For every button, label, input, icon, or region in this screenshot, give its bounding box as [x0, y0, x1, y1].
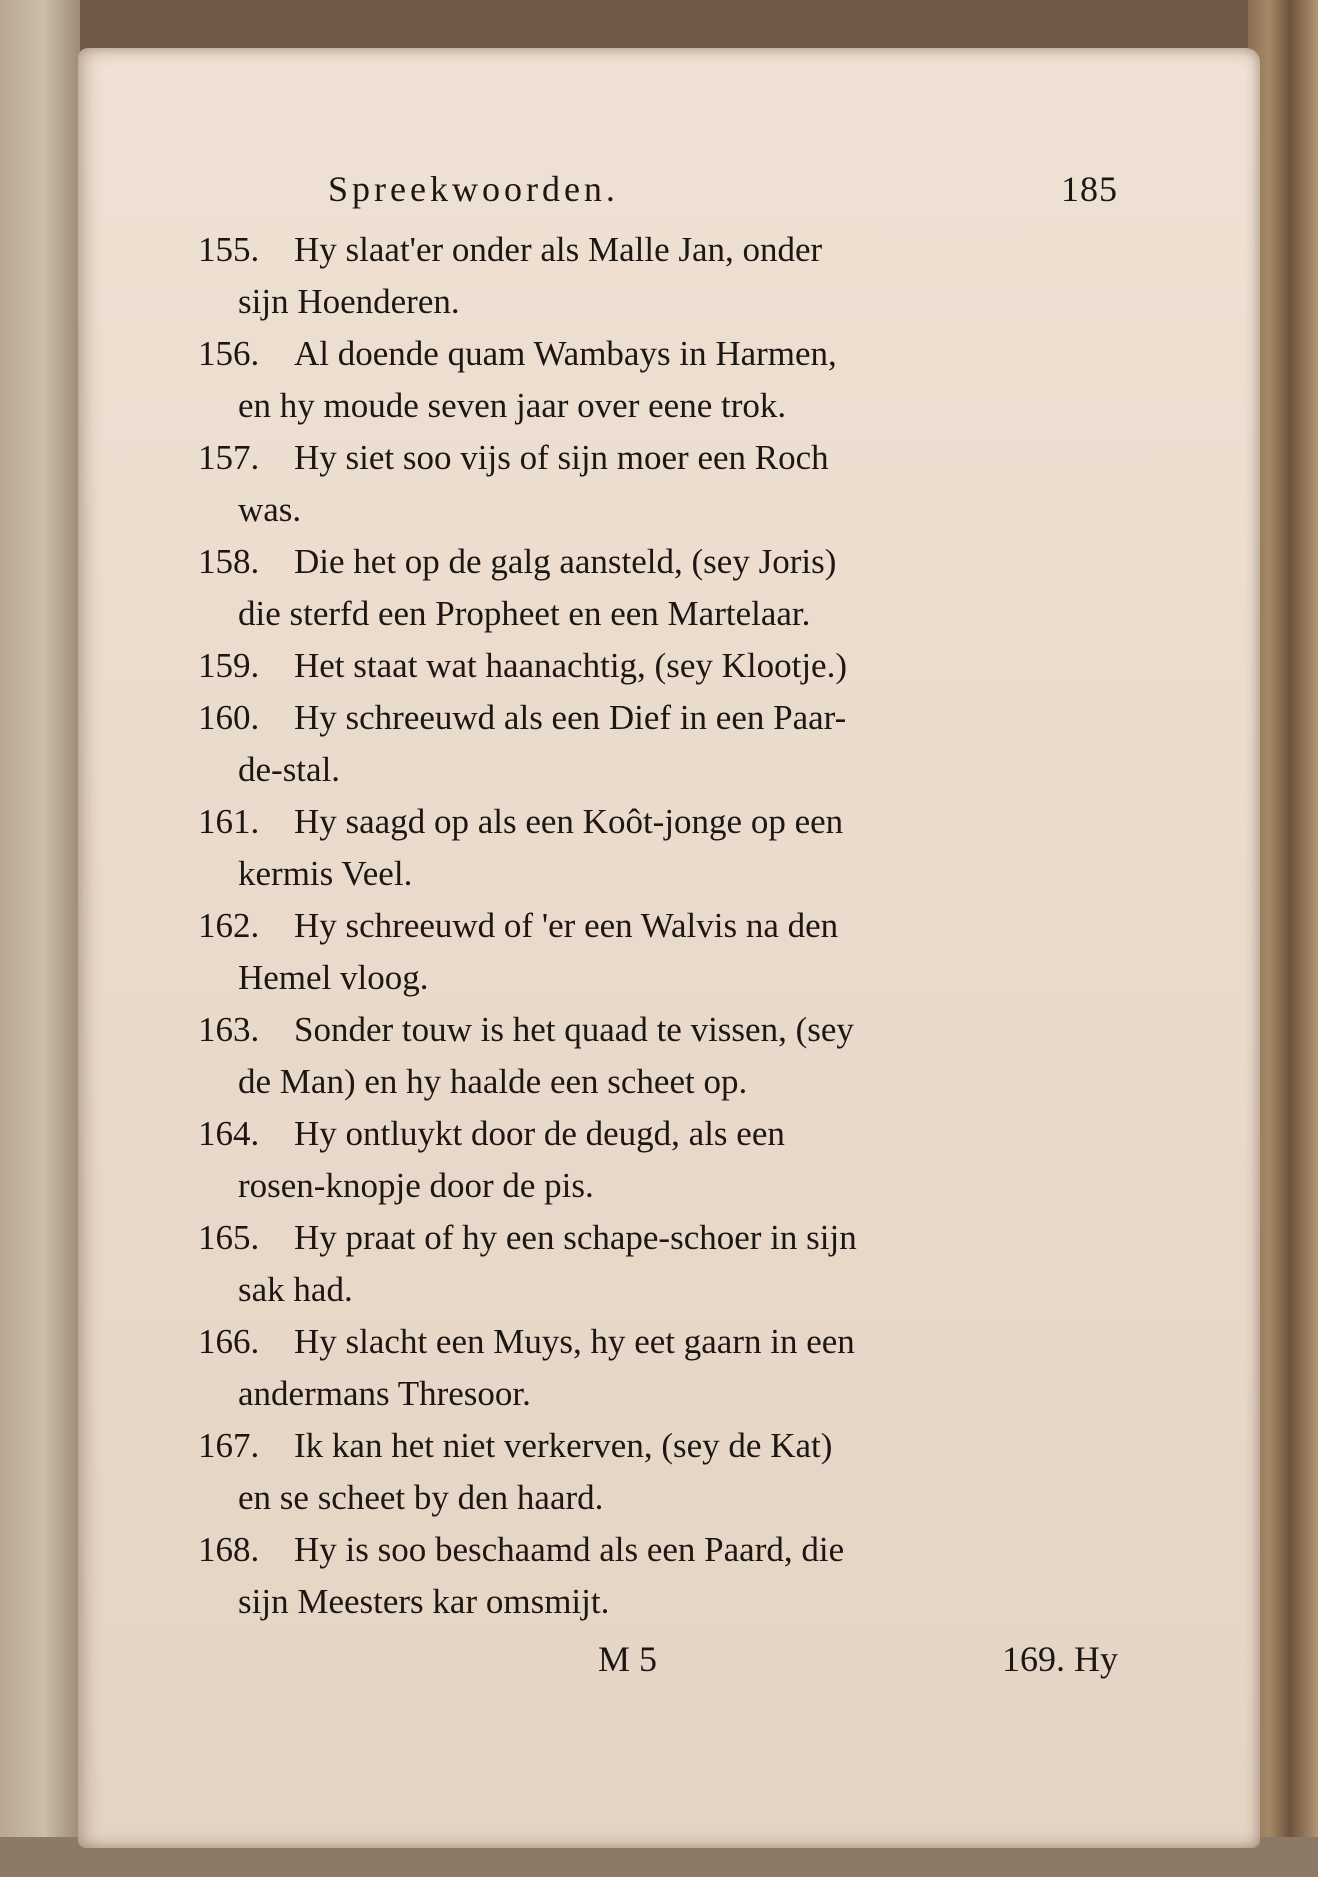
proverb-entry [198, 432, 1118, 536]
proverb-entry [198, 796, 1118, 900]
proverb-number: 167. [198, 1426, 260, 1465]
proverb-line [198, 900, 1118, 952]
proverb-continuation: andermans Thresoor. [238, 1374, 531, 1413]
proverb-continuation: sak had. [238, 1270, 353, 1309]
running-head: Spreekwoorden. [328, 169, 619, 209]
proverb-entry [198, 328, 1118, 432]
proverb-line [198, 1212, 1118, 1264]
proverb-number: 155. [198, 230, 260, 269]
proverb-text: Hy saagd op als een Koôt-jonge op een [294, 802, 844, 841]
proverb-line [198, 796, 1118, 848]
proverb-entry [198, 900, 1118, 1004]
proverb-continuation: de Man) en hy haalde een scheet op. [238, 1062, 748, 1101]
proverb-number: 161. [198, 802, 260, 841]
proverb-line [198, 692, 1118, 744]
proverb-number: 163. [198, 1010, 260, 1049]
proverb-entry [198, 1108, 1118, 1212]
catchword: 169. Hy [1002, 1639, 1118, 1679]
proverb-continuation: Hemel vloog. [238, 958, 429, 997]
proverb-text: Hy is soo beschaamd als een Paard, die [294, 1530, 845, 1569]
proverb-number: 165. [198, 1218, 260, 1257]
proverb-number: 164. [198, 1114, 260, 1153]
proverb-entry [198, 692, 1118, 796]
signature-mark: M 5 [598, 1639, 658, 1679]
proverb-entry [198, 1524, 1118, 1628]
proverb-number: 158. [198, 542, 260, 581]
proverb-line [198, 224, 1118, 276]
book-page [78, 48, 1260, 1848]
facing-page-edge [0, 0, 80, 1877]
proverb-line [198, 1420, 1118, 1472]
proverb-continuation: rosen-knopje door de pis. [238, 1166, 594, 1205]
proverb-line [198, 1108, 1118, 1160]
page-header [198, 168, 1118, 224]
proverb-number: 168. [198, 1530, 260, 1569]
proverb-text: Sonder touw is het quaad te vissen, (sey [294, 1010, 854, 1049]
proverb-entry [198, 1212, 1118, 1316]
proverb-line [198, 1004, 1118, 1056]
proverb-text: Hy schreeuwd of 'er een Walvis na den [294, 906, 839, 945]
proverb-entry [198, 1420, 1118, 1524]
proverb-number: 160. [198, 698, 260, 737]
proverb-text: Hy slacht een Muys, hy eet gaarn in een [294, 1322, 855, 1361]
proverb-number: 156. [198, 334, 260, 373]
proverb-text: Het staat wat haanachtig, (sey Klootje.) [294, 646, 847, 685]
proverb-number: 166. [198, 1322, 260, 1361]
proverb-text: Hy praat of hy een schape-schoer in sijn [294, 1218, 857, 1257]
proverb-continuation: de-stal. [238, 750, 341, 789]
proverb-line [198, 432, 1118, 484]
text-block [198, 168, 1118, 1680]
proverb-continuation: en hy moude seven jaar over eene trok. [238, 386, 787, 425]
proverb-entry [198, 640, 1118, 692]
proverb-text: Die het op de galg aansteld, (sey Joris) [294, 542, 837, 581]
proverb-text: Hy siet soo vijs of sijn moer een Roch [294, 438, 829, 477]
proverb-line [198, 1316, 1118, 1368]
proverb-continuation: sijn Hoenderen. [238, 282, 460, 321]
proverb-line [198, 328, 1118, 380]
proverb-number: 157. [198, 438, 260, 477]
proverb-entry [198, 536, 1118, 640]
proverb-line [198, 1524, 1118, 1576]
proverb-continuation: kermis Veel. [238, 854, 413, 893]
proverb-number: 159. [198, 646, 260, 685]
proverb-continuation: sijn Meesters kar omsmijt. [238, 1582, 610, 1621]
proverb-line [198, 640, 1118, 692]
proverb-entry [198, 1004, 1118, 1108]
proverb-line [198, 536, 1118, 588]
page-number: 185 [1061, 169, 1118, 209]
proverb-entry [198, 1316, 1118, 1420]
proverb-text: Al doende quam Wambays in Harmen, [294, 334, 837, 373]
proverb-continuation: en se scheet by den haard. [238, 1478, 604, 1517]
proverb-text: Ik kan het niet verkerven, (sey de Kat) [294, 1426, 833, 1465]
proverb-entry [198, 224, 1118, 328]
proverb-list [198, 224, 1118, 1628]
proverb-continuation: was. [238, 490, 302, 529]
page-footer [198, 1638, 1118, 1680]
proverb-text: Hy slaat'er onder als Malle Jan, onder [294, 230, 823, 269]
proverb-text: Hy ontluykt door de deugd, als een [294, 1114, 785, 1153]
proverb-number: 162. [198, 906, 260, 945]
proverb-continuation: die sterfd een Propheet en een Martelaar. [238, 594, 811, 633]
proverb-text: Hy schreeuwd als een Dief in een Paar- [294, 698, 847, 737]
